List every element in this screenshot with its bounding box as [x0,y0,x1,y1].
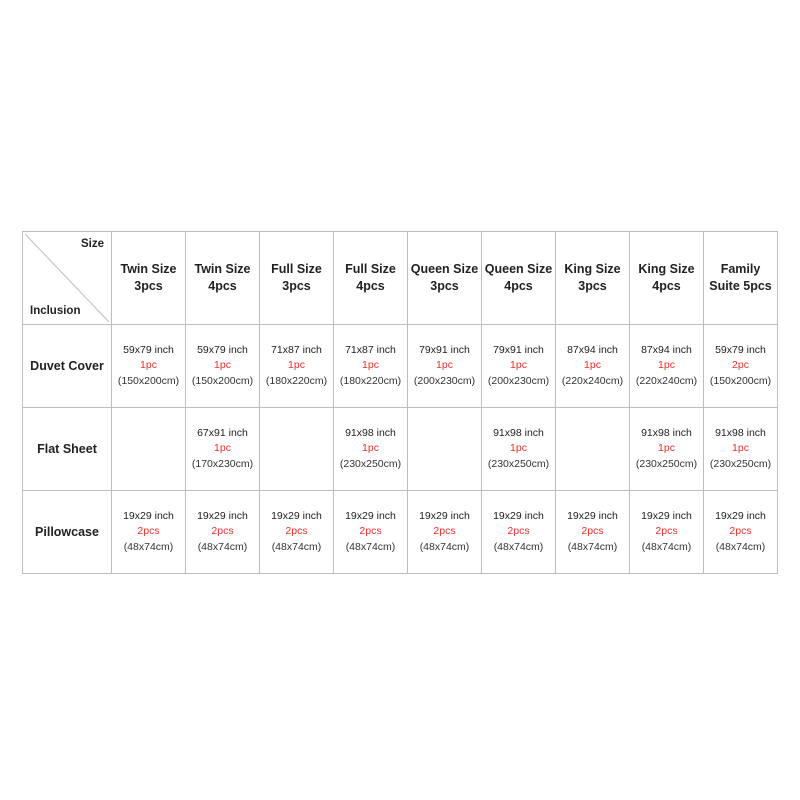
cell-cm: (230x250cm) [635,457,698,470]
column-header-twin-3pcs: Twin Size 3pcs [112,232,186,325]
cell-pcs: 2pcs [433,525,456,538]
cell-pcs: 1pc [510,442,527,455]
cell-pillow-full3 [260,491,334,574]
cell-flat-queen3 [408,408,482,491]
cell-cm: (150x200cm) [191,374,254,387]
cell-cm: (48x74cm) [493,540,544,553]
row-label-flat-sheet: Flat Sheet [23,408,112,491]
cell-cm: (200x230cm) [487,374,550,387]
cell-inch: 71x87 inch [345,344,396,357]
table-header-row [23,232,778,325]
cell-pillow-twin4 [186,491,260,574]
cell-pcs: 2pcs [211,525,234,538]
cell-pcs: 2pcs [507,525,530,538]
cell-inch: 71x87 inch [271,344,322,357]
cell-pcs: 1pc [140,359,157,372]
cell-cm: (48x74cm) [123,540,174,553]
cell-duvet-family5 [704,325,778,408]
cell-pillow-queen4 [482,491,556,574]
cell-inch: 19x29 inch [197,510,248,523]
cell-duvet-full3 [260,325,334,408]
cell-flat-family5 [704,408,778,491]
cell-pcs: 2pcs [655,525,678,538]
column-header-king-4pcs: King Size 4pcs [630,232,704,325]
cell-inch: 19x29 inch [419,510,470,523]
cell-cm: (150x200cm) [709,374,772,387]
cell-pcs: 1pc [732,442,749,455]
cell-cm: (180x220cm) [339,374,402,387]
cell-pcs: 2pcs [359,525,382,538]
cell-inch: 19x29 inch [345,510,396,523]
cell-cm: (180x220cm) [265,374,328,387]
cell-duvet-queen3 [408,325,482,408]
cell-pcs: 1pc [436,359,453,372]
column-header-queen-3pcs: Queen Size 3pcs [408,232,482,325]
column-header-full-3pcs: Full Size 3pcs [260,232,334,325]
cell-cm: (48x74cm) [197,540,248,553]
row-label-duvet-cover: Duvet Cover [23,325,112,408]
table-row [23,325,778,408]
cell-pcs: 2pcs [581,525,604,538]
cell-pcs: 2pcs [729,525,752,538]
column-header-family-5pcs: Family Suite 5pcs [704,232,778,325]
cell-pcs: 2pcs [285,525,308,538]
size-chart [22,231,778,574]
cell-inch: 59x79 inch [197,344,248,357]
cell-pcs: 1pc [362,359,379,372]
cell-inch: 91x98 inch [641,427,692,440]
corner-size-label: Size [80,238,104,250]
cell-pcs: 1pc [288,359,305,372]
cell-inch: 91x98 inch [345,427,396,440]
cell-inch: 59x79 inch [123,344,174,357]
cell-duvet-twin3 [112,325,186,408]
cell-flat-king4 [630,408,704,491]
row-label-pillowcase: Pillowcase [23,491,112,574]
cell-inch: 91x98 inch [715,427,766,440]
cell-duvet-king4 [630,325,704,408]
cell-cm: (220x240cm) [561,374,624,387]
cell-pillow-twin3 [112,491,186,574]
cell-cm: (230x250cm) [709,457,772,470]
cell-pillow-queen3 [408,491,482,574]
cell-cm: (200x230cm) [413,374,476,387]
table-row [23,408,778,491]
column-header-king-3pcs: King Size 3pcs [556,232,630,325]
cell-inch: 19x29 inch [715,510,766,523]
cell-pillow-full4 [334,491,408,574]
cell-pcs: 1pc [584,359,601,372]
cell-flat-king3 [556,408,630,491]
cell-cm: (48x74cm) [567,540,618,553]
cell-inch: 19x29 inch [493,510,544,523]
cell-duvet-full4 [334,325,408,408]
column-header-full-4pcs: Full Size 4pcs [334,232,408,325]
cell-flat-twin3 [112,408,186,491]
cell-flat-full4 [334,408,408,491]
cell-pcs: 1pc [658,442,675,455]
cell-pillow-king3 [556,491,630,574]
cell-inch: 19x29 inch [641,510,692,523]
cell-pillow-king4 [630,491,704,574]
cell-duvet-twin4 [186,325,260,408]
cell-cm: (48x74cm) [715,540,766,553]
cell-pcs: 1pc [362,442,379,455]
cell-duvet-king3 [556,325,630,408]
cell-inch: 19x29 inch [271,510,322,523]
cell-pcs: 2pc [732,359,749,372]
cell-pcs: 1pc [214,359,231,372]
cell-inch: 59x79 inch [715,344,766,357]
cell-cm: (48x74cm) [641,540,692,553]
table-row [23,491,778,574]
cell-flat-twin4 [186,408,260,491]
cell-inch: 79x91 inch [419,344,470,357]
cell-flat-queen4 [482,408,556,491]
cell-duvet-queen4 [482,325,556,408]
corner-inclusion-label: Inclusion [30,305,81,317]
cell-inch: 19x29 inch [123,510,174,523]
cell-pillow-family5 [704,491,778,574]
cell-cm: (48x74cm) [345,540,396,553]
cell-pcs: 2pcs [137,525,160,538]
cell-pcs: 1pc [214,442,231,455]
cell-cm: (48x74cm) [419,540,470,553]
cell-cm: (230x250cm) [487,457,550,470]
cell-inch: 87x94 inch [567,344,618,357]
cell-pcs: 1pc [658,359,675,372]
cell-cm: (48x74cm) [271,540,322,553]
cell-inch: 67x91 inch [197,427,248,440]
cell-pcs: 1pc [510,359,527,372]
corner-cell [23,232,112,325]
size-table [22,231,778,574]
cell-inch: 91x98 inch [493,427,544,440]
cell-inch: 79x91 inch [493,344,544,357]
cell-cm: (230x250cm) [339,457,402,470]
cell-inch: 87x94 inch [641,344,692,357]
cell-cm: (170x230cm) [191,457,254,470]
cell-cm: (150x200cm) [117,374,180,387]
column-header-queen-4pcs: Queen Size 4pcs [482,232,556,325]
cell-flat-full3 [260,408,334,491]
cell-cm: (220x240cm) [635,374,698,387]
cell-inch: 19x29 inch [567,510,618,523]
column-header-twin-4pcs: Twin Size 4pcs [186,232,260,325]
